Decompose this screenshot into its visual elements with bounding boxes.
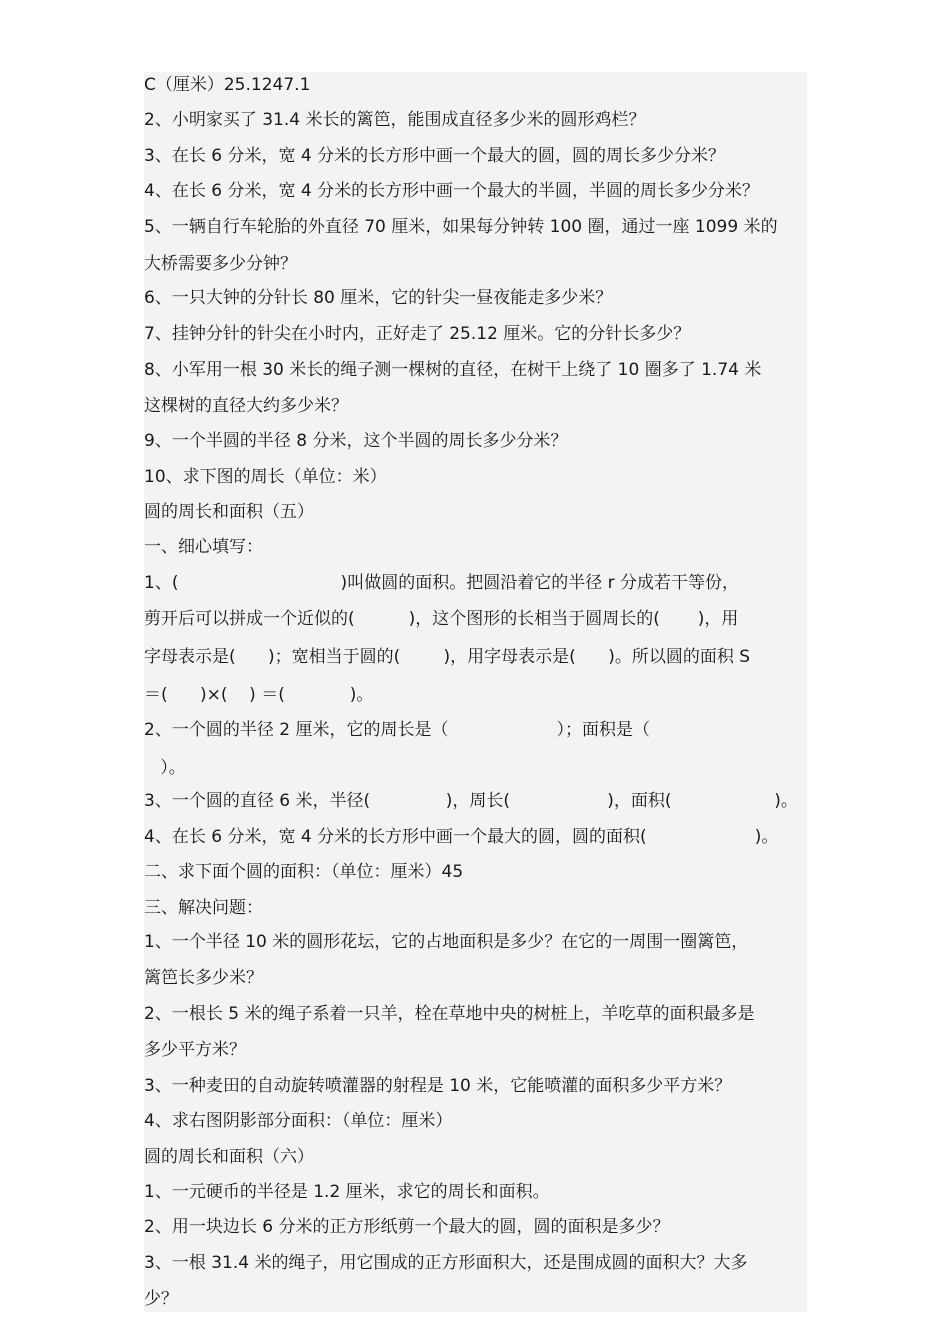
text-line-30: 4、求右图阴影部分面积：（单位：厘米） [144,1111,453,1131]
text-line-24: 三、解决问题： [144,898,263,918]
text-line-22: 4、在长 6 分米，宽 4 分米的长方形中画一个最大的圆，圆的面积( )。 [144,827,779,847]
text-line-15: 1、( )叫做圆的面积。把圆沿着它的半径 r 分成若干等份， [144,573,739,593]
text-line-23: 二、求下面个圆的面积：（单位：厘米）45 [144,862,464,882]
text-line-3: 3、在长 6 分米，宽 4 分米的长方形中画一个最大的圆，圆的周长多少分米？ [144,146,726,166]
text-line-10: 这棵树的直径大约多少米？ [144,396,348,416]
text-line-17: 字母表示是( )；宽相当于圆的( )，用字母表示是( )。所以圆的面积 S [144,647,751,667]
text-line-28: 多少平方米？ [144,1040,246,1060]
text-line-14: 一、细心填写： [144,537,263,557]
text-line-20: ）。 [144,758,186,778]
section-title-6: 圆的周长和面积（六） [144,1147,314,1167]
text-line-25: 1、一个半径 10 米的圆形花坛，它的占地面积是多少？在它的一周围一圈篱笆， [144,932,749,952]
text-line-6: 大桥需要多少分钟？ [144,254,297,274]
text-line-1: C（厘米）25.1247.1 [144,75,311,95]
text-line-33: 2、用一块边长 6 分米的正方形纸剪一个最大的圆，圆的面积是多少？ [144,1217,670,1237]
text-line-34: 3、一根 31.4 米的绳子，用它围成的正方形面积大，还是围成圆的面积大？大多 [144,1253,748,1273]
text-line-12: 10、求下图的周长（单位：米） [144,467,387,487]
text-line-27: 2、一根长 5 米的绳子系着一只羊，栓在草地中央的树桩上，羊吃草的面积最多是 [144,1004,755,1024]
text-line-5: 5、一辆自行车轮胎的外直径 70 厘米，如果每分钟转 100 圈，通过一座 1099 米的 [144,217,778,237]
text-line-8: 7、挂钟分针的针尖在小时内，正好走了 25.12 厘米。它的分针长多少？ [144,324,691,344]
section-title-5: 圆的周长和面积（五） [144,502,314,522]
text-line-32: 1、一元硬币的半径是 1.2 厘米，求它的周长和面积。 [144,1182,550,1202]
text-line-16: 剪开后可以拼成一个近似的( )，这个图形的长相当于圆周长的( )，用 [144,609,739,629]
text-line-18: ＝( )×( ) ＝( )。 [144,685,374,705]
text-line-26: 篱笆长多少米？ [144,968,263,988]
text-line-19: 2、一个圆的半径 2 厘米，它的周长是（ ）；面积是（ [144,720,651,740]
text-line-11: 9、一个半圆的半径 8 分米，这个半圆的周长多少分米？ [144,431,568,451]
text-line-4: 4、在长 6 分米，宽 4 分米的长方形中画一个最大的半圆，半圆的周长多少分米？ [144,181,760,201]
text-line-9: 8、小军用一根 30 米长的绳子测一棵树的直径，在树干上绕了 10 圈多了 1.74 米 [144,360,762,380]
text-line-7: 6、一只大钟的分针长 80 厘米，它的针尖一昼夜能走多少米？ [144,288,613,308]
text-line-2: 2、小明家买了 31.4 米长的篱笆，能围成直径多少米的圆形鸡栏？ [144,110,646,130]
text-line-29: 3、一种麦田的自动旋转喷灌器的射程是 10 米，它能喷灌的面积多少平方米？ [144,1076,732,1096]
text-line-21: 3、一个圆的直径 6 米，半径( )，周长( )，面积( )。 [144,791,798,811]
text-line-35: 少？ [144,1289,178,1309]
